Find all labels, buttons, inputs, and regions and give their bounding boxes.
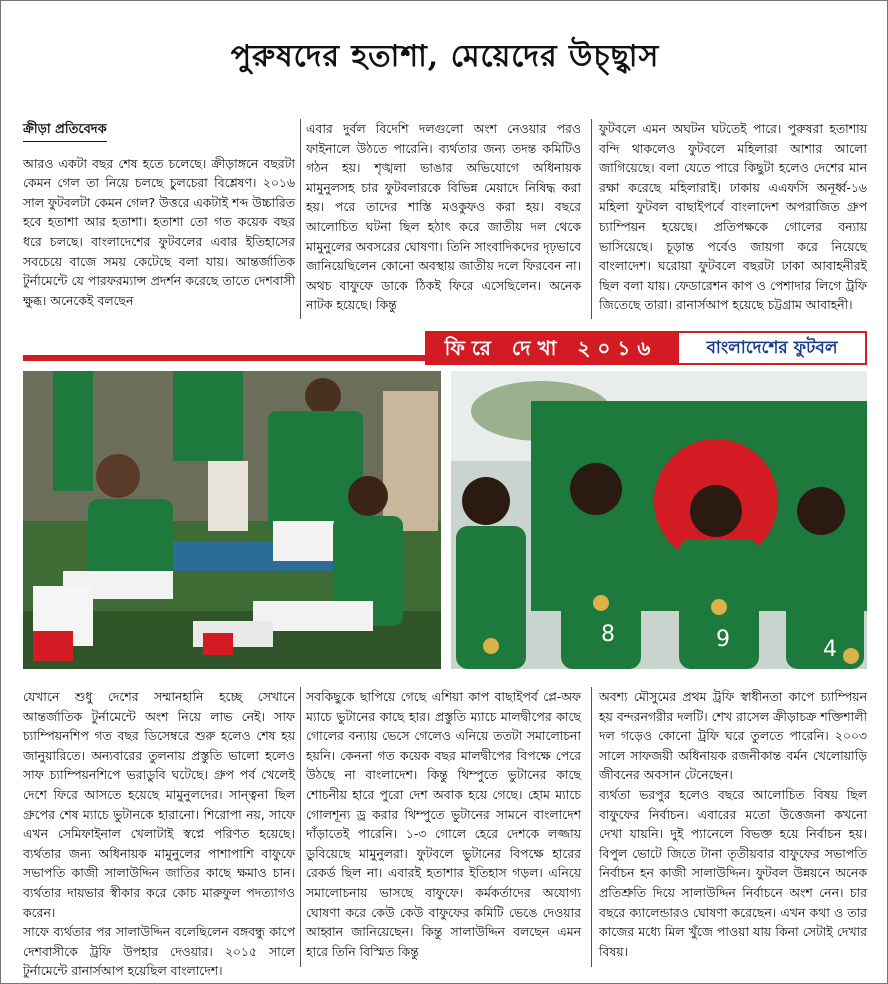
svg-text:9: 9: [716, 627, 730, 652]
paragraph: অবশ্য মৌসুমের প্রথম ট্রফি স্বাধীনতা কাপে চ্যাম্পিয়ন হয় বন্দরনগরীর দলটি। শেখ রাসেল ক্রীড়াচক্র শক্তিশালী দল গড়েও কোনো ট্রফি ঘরে তুলতে পারেনি। ২০০৩ সালে সাফজয়ী অধিনায়ক রজনীকান্ত বর্মন খেলোয়াড়ি জীবনের অবসান টেনেছেন।: [599, 689, 867, 783]
paragraph: ফুটবলে এমন অঘটন ঘটতেই পারে। পুরুষরা হতাশায় বন্দি থাকলেও ফুটবলে মহিলারা আশার আলো জাগিয়েছে। বলা যেতে পারে কিছুটা হলেও দেশের মান রক্ষা করেছে মহিলারাই। ঢাকায় এএফসি অনূর্ধ্ব-১৬ মহিলা ফুটবল বাছাইপর্বে বাংলাদেশ অপরাজিত গ্রুপ চ্যাম্পিয়ন হয়েছে। প্রতিপক্ষকে গোলের বন্যায় ভাসিয়েছে। চূড়ান্ত পর্বেও জায়গা করে নিয়েছে বাংলাদেশ। ঘরোয়া ফুটবলে বছরটা ঢাকা আবাহনীরই ছিল বলা যায়। ফেডারেশন কাপ ও পেশাদার লিগে ট্রফি জিতেছে তারা। রানার্সআপ হয়েছে চট্টগ্রাম আবাহনী।: [599, 121, 867, 313]
section-banner-title: ফিরে দেখা ২০১৬: [425, 331, 677, 365]
article-column-2: [306, 119, 581, 315]
paragraph: সবকিছুকে ছাপিয়ে গেছে এশিয়া কাপ বাছাইপর্ব প্লে-অফ ম্যাচে ভুটানের কাছে হার। প্রস্তুতি ম্যাচে মালদ্বীপের কাছে গোলের বন্যায় ভেসে গেলেও এনিয়ে ততটা সমালোচনা হয়নি। কেননা গত কয়েক বছর মালদ্বীপের বিপক্ষে পেরে উঠছে না বাংলাদেশ। কিন্তু থিম্পুতে ভুটানের কাছে শোচনীয় হারে পুরো দেশ অবাক হয়ে গেছে। হোম ম্যাচে গোলশূন্য ড্র করার থিম্পুতে ভুটানের সামনে বাংলাদেশ দাঁড়াতেই পারেনি। ১-৩ গোলে হেরে দেশকে লজ্জায় ডুবিয়েছে মামুনুলরা। ফুটবলে ভুটানের বিপক্ষে হারের রেকর্ড ছিল না। এবারই হতাশার ইতিহাস গড়ল। এনিয়ে সমালোচনায় ভাসছে বাফুফে। কর্মকর্তাদের অযোগ্য ঘোষণা করে কেউ কেউ বাফুফের কমিটি ভেঙে দেওয়ার আহ্বান জানিয়েছেন। কিন্তু সালাউদ্দিন বলছেন এমন হারে তিনি বিস্মিত কিন্তু: [306, 689, 581, 959]
paragraph: আরও একটা বছর শেষ হতে চলেছে। ক্রীড়াঙ্গনে বছরটা কেমন গেল তা নিয়ে চলছে চুলচেরা বিশ্লেষণ। ২০১৬ সাল ফুটবলটা কেমন গেল? উত্তরে একটাই শব্দ উচ্চারিত হবে হতাশা আর হতাশা। হতাশা তো গত কয়েক বছর ধরে চলছে। বাংলাদেশের ফুটবলের এবার ইতিহাসের সবচেয়ে বাজে সময় কেটেছে বলা যায়। আন্তর্জাতিক টুর্নামেন্টে যে পারফরম্যান্স প্রদর্শন করেছে তাতে দেশবাসী ক্ষুব্ধ। অনেকেই বলছেন: [23, 155, 295, 308]
svg-text:4: 4: [823, 637, 837, 662]
article-column-1: [23, 119, 295, 310]
paragraph: এবার দুর্বল বিদেশি দলগুলো অংশ নেওয়ার পরও ফাইনালে উঠতে পারেনি। ব্যর্থতার জন্য তদন্ত কমিটিও গঠন হয়। শৃঙ্খলা ভাঙার অভিযোগে অধিনায়ক মামুনুলসহ চার ফুটবলারকে বিভিন্ন মেয়াদে নিষিদ্ধ করা হয়। পরে তাদের শাস্তি মওকুফও করা হয়। বছরে আলোচিত ঘটনা ছিল হঠাৎ করে জাতীয় দল থেকে মামুনুলের অবসরের ঘোষণা। তিনি সাংবাদিকদের দৃঢ়ভাবে জানিয়েছিলেন কোনো অবস্থায় জাতীয় দলে ফিরবেন না। অথচ বাফুফে ডাকে ঠিকই ফিরে এসেছিলেন। অনেক নাটক হয়েছে। কিন্তু: [306, 121, 581, 313]
article-column-4: [23, 687, 295, 981]
paragraph: যেখানে শুধু দেশের সম্মানহানি হচ্ছে সেখানে আন্তর্জাতিক টুর্নামেন্টে অংশ নিয়ে লাভ নেই। সাফ চ্যাম্পিয়নশিপ গত বছর ডিসেম্বরে শুরু হলেও শেষ হয় জানুয়ারিতে। অন্যবারের তুলনায় প্রস্তুতি ভালো হলেও সাফ চ্যাম্পিয়নশিপে ভরাডুবি ঘটেছে। গ্রুপ পর্ব খেলেই দেশে ফিরে আসতে হয়েছে মামুনুলদের। সান্ত্বনা ছিল গ্রুপের শেষ ম্যাচে ভুটানকে হারানো। শিরোপা নয়, সাফে এখন সেমিফাইনাল খেলাটাই স্বপ্নে পরিণত হয়েছে। ব্যর্থতার জন্য অধিনায়ক মামুনুলের পাশাপাশি বাফুফে সভাপতি কাজী সালাউদ্দিন জাতির কাছে ক্ষমাও চান। ব্যর্থতার দায়ভার স্বীকার করে কোচ মারুফুল পদত্যাগও করেন।: [23, 689, 295, 920]
paragraph: ব্যর্থতা ভরপুর হলেও বছরে আলোচিত বিষয় ছিল বাফুফের নির্বাচন। এবারের মতো উত্তেজনা কখনো দেখা যায়নি। দুই প্যানেলে বিভক্ত হয়ে নির্বাচন হয়। বিপুল ভোটে জিতে টানা তৃতীয়বার বাফুফের সভাপতি নির্বাচন হন কাজী সালাউদ্দিন। ফুটবল উন্নয়নে অনেক প্রতিশ্রুতি দিয়ে সালাউদ্দিন নির্বাচনে অংশ নেন। চার বছরে ক্যালেন্ডারও ঘোষণা করেছেন। এখন কথা ও তার কাজের মধ্যে মিল খুঁজে পাওয়া যায় কিনা সেটাই দেখার বিষয়।: [599, 786, 867, 959]
photo-men-team-dejected: [23, 371, 441, 669]
article-column-5: [306, 687, 581, 961]
photo-women-team-celebrating: [451, 371, 867, 669]
svg-text:8: 8: [601, 622, 615, 647]
column-divider: [591, 687, 592, 967]
byline: ক্রীড়া প্রতিবেদক: [23, 120, 107, 142]
headline: পুরুষদের হতাশা, মেয়েদের উচ্ছ্বাস: [230, 39, 660, 74]
paragraph: সাফে ব্যর্থতার পর সালাউদ্দিন বলেছিলেন বঙ্গবন্ধু কাপে দেশবাসীকে ট্রফি উপহার দেওয়ার। ২০১৫ সালে টুর্নামেন্টে রানার্সআপ হয়েছিল বাংলাদেশ।: [23, 924, 295, 979]
article-column-3: [599, 119, 867, 315]
column-divider: [300, 119, 301, 319]
section-banner-tag: বাংলাদেশের ফুটবল: [677, 331, 867, 365]
section-rule: [23, 355, 433, 361]
column-divider: [300, 687, 301, 967]
article-column-6: [599, 687, 867, 961]
column-divider: [591, 119, 592, 319]
